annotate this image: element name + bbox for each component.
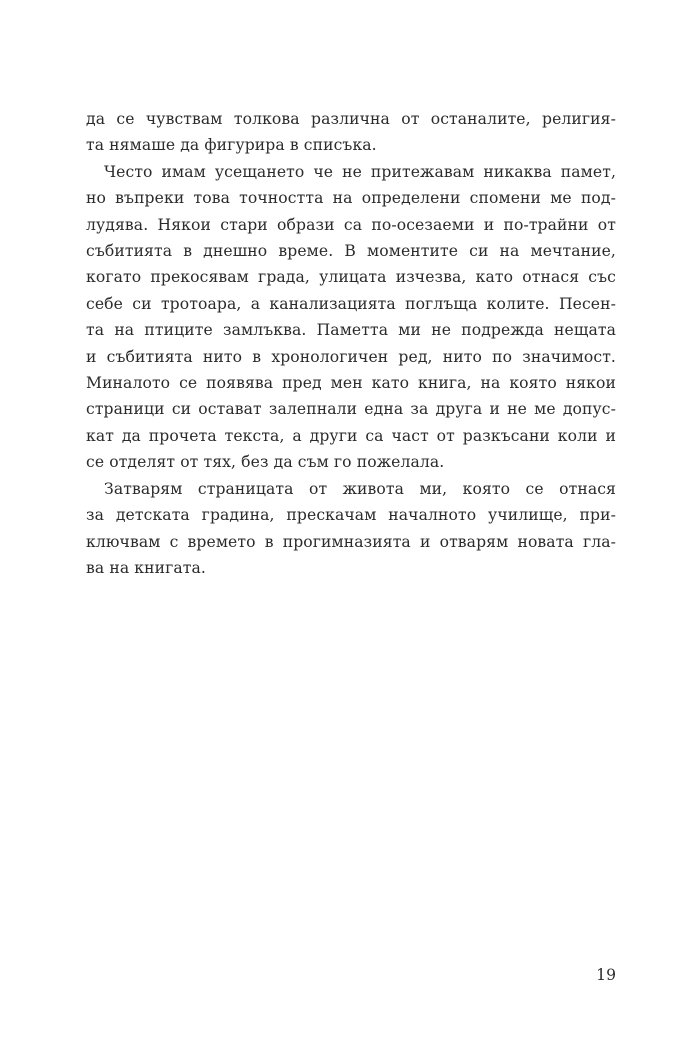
text-line: да се чувствам толкова различна от останалите, религия- <box>86 110 616 128</box>
text-line: страници си остават залепнали една за друга и не ме допус- <box>86 400 616 419</box>
text-line: за детската градина, прескачам началното училище, при- <box>86 506 616 525</box>
text-line: когато прекосявам града, улицата изчезва, като отнася със <box>86 268 616 287</box>
text-line: се отделят от тях, без да съм го пожелала. <box>86 453 445 472</box>
text-line: и събитията нито в хронологичен ред, нито по значимост. <box>86 347 616 366</box>
text-line: Миналото се появява пред мен като книга, на която някои <box>86 374 616 393</box>
paragraph <box>86 106 616 159</box>
paragraph <box>86 159 616 476</box>
text-line: ключвам с времето в прогимназията и отварям новата гла- <box>86 532 616 551</box>
text-line: събитията в днешно време. В моментите си на мечтание, <box>86 242 616 261</box>
text-line: Затварям страницата от живота ми, която се отнася <box>104 479 616 498</box>
text-line: Често имам усещането че не притежавам никаква памет, <box>104 162 616 181</box>
text-line: но въпреки това точността на определени спомени ме под- <box>86 189 616 208</box>
text-line: кат да прочета текста, а други са част от разкъсани коли и <box>86 426 616 445</box>
page-number: 19 <box>596 966 616 984</box>
body-text <box>86 106 616 581</box>
paragraph <box>86 476 616 582</box>
text-line: та нямаше да фигурира в списъка. <box>86 136 377 155</box>
text-line: ва на книгата. <box>86 558 206 577</box>
text-line: та на птиците замлъква. Паметта ми не подрежда нещата <box>86 321 616 340</box>
text-line: себе си тротоара, а канализацията поглъща колите. Песен- <box>86 294 616 313</box>
text-line: лудява. Някои стари образи са по-осезаеми и по-трайни от <box>86 215 616 234</box>
